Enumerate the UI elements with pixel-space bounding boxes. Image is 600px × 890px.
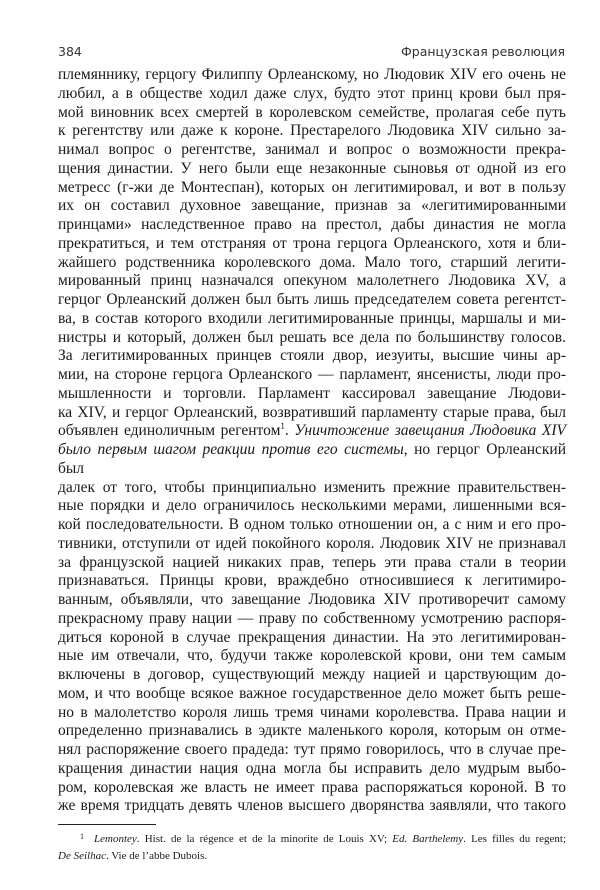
text-line xyxy=(58,629,566,648)
footnote-mark: 1 xyxy=(80,832,84,841)
text-segment: принцами» наследственное право на престол, дабы династия не могла xyxy=(58,216,566,233)
text-segment: . xyxy=(284,422,295,440)
text-segment: к регентству или даже к короне. Престарелого Людовика XIV сильно за- xyxy=(58,122,566,140)
text-segment: но в малолетство короля лишь тремя чинами королевства. Права нации и xyxy=(58,703,566,721)
text-segment: мии, на стороне герцога Орлеанского — парламент, янсенисты, люди про- xyxy=(58,366,566,383)
text-line xyxy=(58,235,566,254)
text-segment: прекрасному праву нации — праву по собственному усмотрению распоря- xyxy=(58,609,566,627)
text-segment: мом, и что вообще всякое важное государственное дело может быть реше- xyxy=(58,684,566,702)
text-line xyxy=(58,179,566,198)
text-segment: . Hist. de la régence et de la minorite de Louis XV; xyxy=(136,833,393,845)
text-segment: кой последовательности. В одном только отношении он, а с ним и его про- xyxy=(58,516,566,533)
text-line xyxy=(58,422,566,441)
text-line xyxy=(58,797,566,816)
text-line xyxy=(58,254,566,273)
text-line xyxy=(58,347,566,366)
footnote-line xyxy=(58,831,566,848)
text-segment: далек от того, чтобы принципиально изменить прежние правительствен- xyxy=(58,478,566,496)
text-segment: ные им отвечали, что, будучи также королевской крови, они тем самым xyxy=(58,647,566,665)
text-line xyxy=(58,85,566,104)
text-line xyxy=(58,197,566,216)
text-line xyxy=(58,122,566,141)
text-line xyxy=(58,66,566,85)
main-text xyxy=(58,66,566,816)
text-segment: кращения династии нация одна могла бы исправить дело мудрым выбо- xyxy=(58,759,566,777)
text-line xyxy=(58,647,566,666)
text-segment: За легитимированных принцев стояли двор, иезуиты, высшие чины ар- xyxy=(58,347,566,365)
text-line xyxy=(58,572,566,591)
text-line xyxy=(58,441,566,479)
footnote-divider xyxy=(58,824,156,825)
text-segment: признаваться. Принцы крови, враждебно относившиеся к легитимиро- xyxy=(58,572,566,590)
text-line xyxy=(58,272,566,291)
text-line xyxy=(58,404,566,423)
text-segment: любил, а в обществе ходил даже слух, будто этот принц крови был пря- xyxy=(58,84,566,102)
italic-text: Уничтожение завещания Людовика XIV xyxy=(294,422,566,440)
text-segment: прекратиться, и тем отстраняя от трона герцога Орлеанского, хотя и бли- xyxy=(58,234,566,252)
text-line xyxy=(58,741,566,760)
italic-text: De Seilhac xyxy=(58,850,106,862)
text-line xyxy=(58,216,566,235)
text-line xyxy=(58,310,566,329)
running-title: Французская революция xyxy=(401,44,565,59)
text-segment: племяннику, герцогу Филиппу Орлеанскому, но Людовик XIV его очень не xyxy=(58,66,566,83)
text-segment: метресс (г-жи де Монтеспан), которых он легитимировал, и вот в пользу xyxy=(58,178,566,196)
text-segment: включены в договор, существующий между нацией и царствующим до- xyxy=(58,666,566,683)
text-line xyxy=(58,704,566,723)
text-line xyxy=(58,779,566,798)
footnote-reference[interactable]: 1 xyxy=(280,421,285,432)
text-segment: . Vie de l’abbe Dubois. xyxy=(105,850,208,862)
text-segment: диться короной в случае прекращения династии. На это легитимирован- xyxy=(58,628,566,646)
text-line xyxy=(58,291,566,310)
running-header xyxy=(58,44,565,64)
footnote-line xyxy=(58,848,566,865)
text-segment: мышленности и торговли. Парламент кассировал завещание Людови- xyxy=(58,384,566,402)
text-segment: герцог Орлеанский должен был быть лишь председателем совета регентст- xyxy=(58,291,566,308)
text-line xyxy=(58,722,566,741)
text-segment: их он составил духовное завещание, признав за «легитимированными xyxy=(58,197,566,215)
text-line xyxy=(58,554,566,573)
text-segment: нял распоряжение своего прадеда: тут прямо говорилось, что в случае пре- xyxy=(58,741,566,758)
text-segment: мированный принц назначался опекуном малолетнего Людовика XV, а xyxy=(58,272,566,290)
text-line xyxy=(58,104,566,123)
text-segment: щения династии. У него были еще незаконные сыновья от одной из его xyxy=(58,159,566,177)
italic-text: Ed. Barthelemy xyxy=(392,833,464,845)
text-segment: нимал вопрос о регентстве, занимал и вопрос о возможности прекра- xyxy=(58,141,566,158)
text-segment: определенно признавались в эдикте маленького короля, которым он отме- xyxy=(58,722,566,740)
text-line xyxy=(58,141,566,160)
text-segment: ванным, объявляли, что завещание Людовика XIV противоречит самому xyxy=(58,591,566,608)
text-line xyxy=(58,535,566,554)
text-line xyxy=(58,479,566,498)
text-segment: ром, королевская же власть не имеет права распоряжаться короной. В то xyxy=(58,778,566,796)
text-segment: объявлен единоличным регентом xyxy=(58,422,281,440)
page-content xyxy=(58,66,566,865)
italic-text: Lemontey xyxy=(94,833,137,845)
text-segment: ка XIV, и герцог Орлеанский, возвративший парламенту старые права, был xyxy=(58,403,566,421)
text-line xyxy=(58,591,566,610)
text-line xyxy=(58,666,566,685)
text-segment: нистры и который, должен был решать все дела по большинству голосов. xyxy=(58,328,566,346)
text-segment: жайшего родственника королевского дома. Мало того, старший легити- xyxy=(58,253,566,271)
text-line xyxy=(58,497,566,516)
italic-text: было первым шагом реакции против его системы xyxy=(58,441,404,458)
text-segment: ва, в состав которого входили легитимированные принцы, маршалы и ми- xyxy=(58,309,566,327)
text-segment: же время тридцать девять членов высшего дворянства заявляли, что такого xyxy=(58,797,566,815)
text-line xyxy=(58,385,566,404)
text-segment: , но герцог Орлеанский был xyxy=(58,441,566,477)
text-line xyxy=(58,366,566,385)
page-number: 384 xyxy=(58,44,82,59)
text-segment: тивники, отступили от идей покойного короля. Людовик XIV не признавал xyxy=(58,534,566,552)
text-line xyxy=(58,160,566,179)
text-line xyxy=(58,685,566,704)
text-line xyxy=(58,610,566,629)
text-segment: . Les filles du regent; xyxy=(463,833,566,845)
text-segment: за французской нацией никаких прав, теперь эти права стали в теории xyxy=(58,553,566,571)
footnote xyxy=(58,831,566,865)
text-segment: ные порядки и дело ограничилось несколькими мерами, лишенными вся- xyxy=(58,497,566,515)
text-segment: мой виновник всех смертей в королевском семействе, пролагая себе путь xyxy=(58,103,566,121)
text-line xyxy=(58,760,566,779)
text-line xyxy=(58,516,566,535)
text-line xyxy=(58,329,566,348)
